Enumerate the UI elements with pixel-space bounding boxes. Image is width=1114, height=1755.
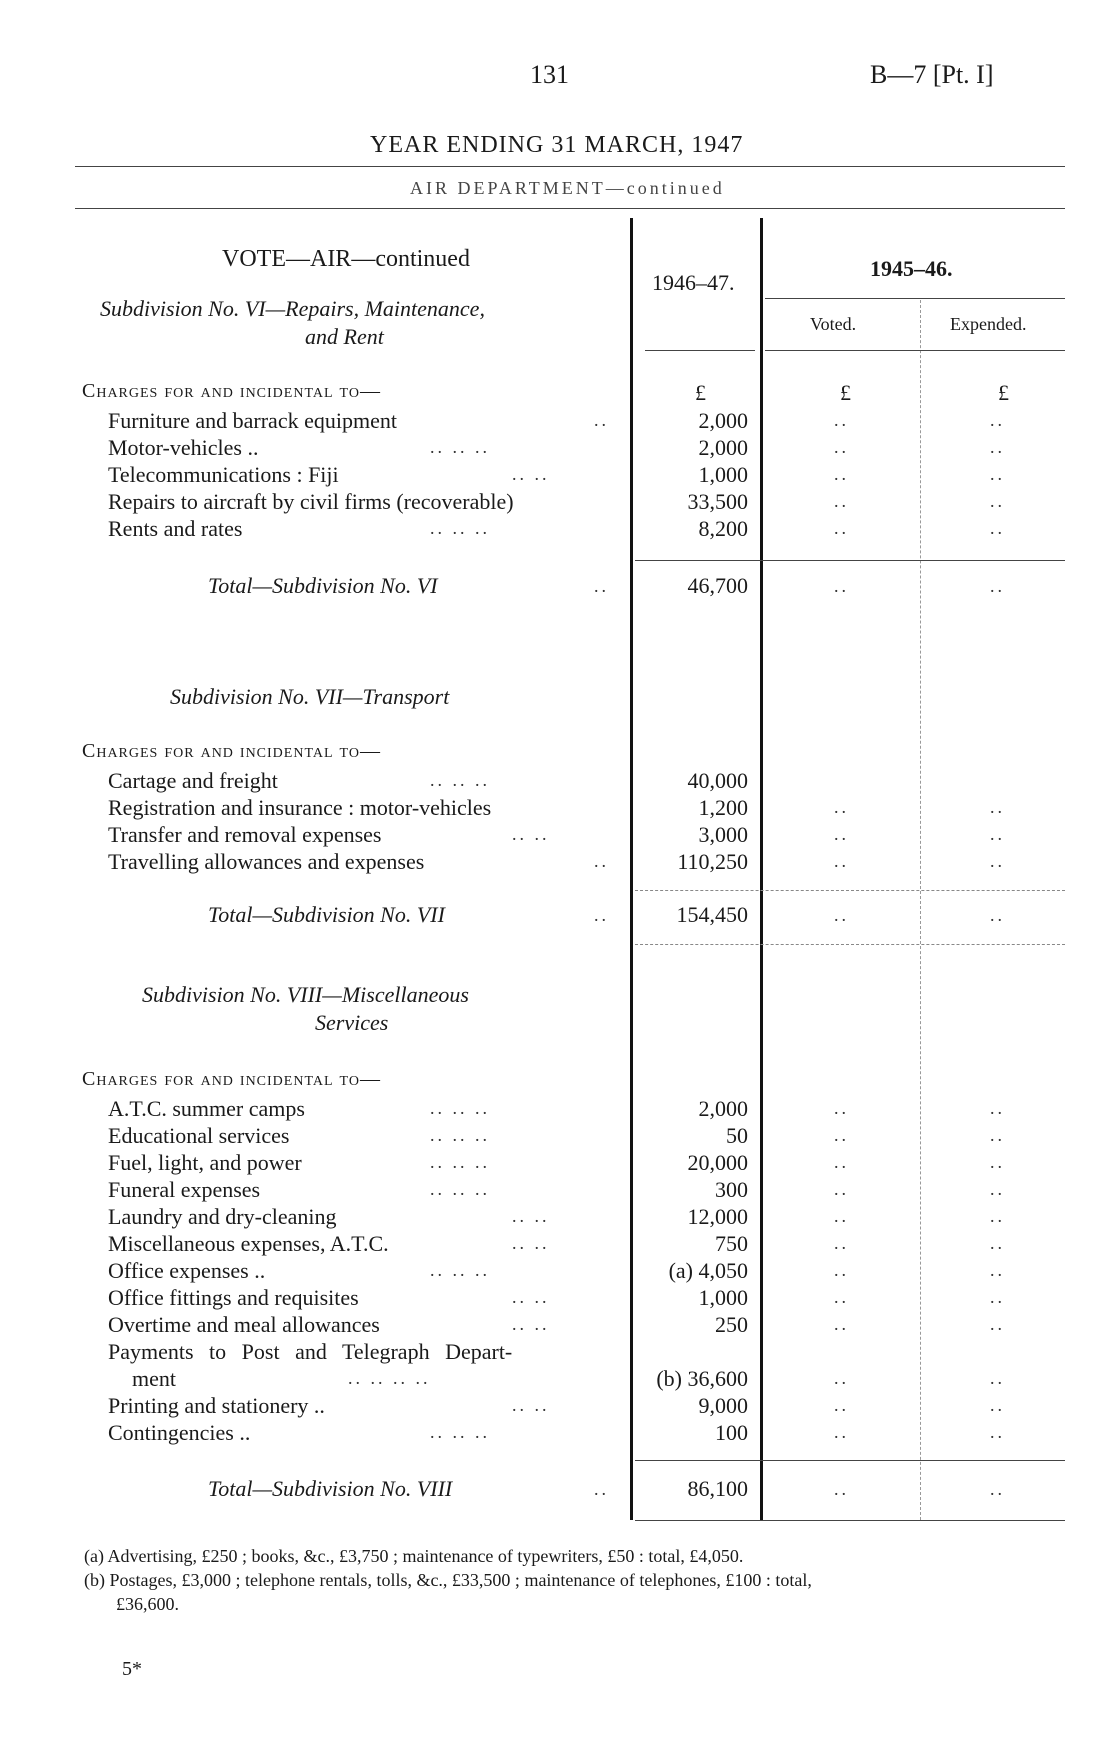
sub6-total-rule <box>635 560 1065 561</box>
col-header-voted: Voted. <box>810 314 857 334</box>
amount-1946-47: 40,000 <box>687 768 748 793</box>
leader-dots: .. .. <box>512 1233 550 1253</box>
blank-cell: .. <box>990 1368 1005 1388</box>
col-header-1945-46: 1945–46. <box>870 256 953 281</box>
blank-cell: .. <box>990 410 1005 430</box>
blank-cell: .. <box>834 1395 849 1415</box>
leader-dots: .. .. .. <box>430 1125 490 1145</box>
list-item-label: Registration and insurance : motor-vehicles <box>108 795 492 820</box>
sub6-charges-heading: Charges for and incidental to— <box>82 380 381 402</box>
amount-1946-47: 1,000 <box>698 1285 748 1310</box>
year-title: YEAR ENDING 31 MARCH, 1947 <box>370 132 744 158</box>
blank-cell: .. <box>990 437 1005 457</box>
sub7-bottom-rule <box>635 944 1065 945</box>
amount-1946-47: 300 <box>715 1177 748 1202</box>
blank-cell: .. <box>834 851 849 871</box>
list-item-label: Fuel, light, and power <box>108 1150 302 1175</box>
blank-cell: .. <box>834 437 849 457</box>
blank-cell: .. <box>990 1098 1005 1118</box>
blank-cell: .. <box>834 1233 849 1253</box>
blank-cell: .. <box>834 824 849 844</box>
blank-cell: .. <box>834 1479 849 1499</box>
leader-dots: .. .. <box>512 1206 550 1226</box>
sub7-total-label: Total—Subdivision No. VII <box>208 902 445 927</box>
column-divider-voted-expended <box>920 300 921 1520</box>
blank-cell: .. <box>990 464 1005 484</box>
pound-sign: £ <box>695 380 706 405</box>
amount-1946-47: 50 <box>726 1123 748 1148</box>
blank-cell: .. <box>990 576 1005 596</box>
blank-cell: .. <box>834 1179 849 1199</box>
sub8-title-line1: Subdivision No. VIII—Miscellaneous <box>142 982 469 1007</box>
blank-cell: .. <box>834 518 849 538</box>
list-item-label: Telecommunications : Fiji <box>108 462 339 487</box>
leader-dots: .. .. .. <box>430 1179 490 1199</box>
list-item-label: Printing and stationery .. <box>108 1393 325 1418</box>
blank-cell: .. <box>834 1260 849 1280</box>
amount-1946-47: 9,000 <box>698 1393 748 1418</box>
leader-dots: .. <box>594 576 609 596</box>
page-number: 131 <box>530 60 569 89</box>
blank-cell: .. <box>834 905 849 925</box>
sub6-title-line2: and Rent <box>305 324 384 349</box>
group-header-rule <box>765 298 1065 299</box>
list-item-label: Transfer and removal expenses <box>108 822 382 847</box>
blank-cell: .. <box>990 1233 1005 1253</box>
amount-1946-47: 1,000 <box>698 462 748 487</box>
blank-cell: .. <box>834 410 849 430</box>
list-item-label: Cartage and freight <box>108 768 278 793</box>
leader-dots: .. <box>594 905 609 925</box>
col-header-expended: Expended. <box>950 314 1027 334</box>
col2-header-rule <box>765 350 1065 351</box>
amount-1946-47: 2,000 <box>698 1096 748 1121</box>
blank-cell: .. <box>990 1287 1005 1307</box>
blank-cell: .. <box>834 464 849 484</box>
col-header-1946-47: 1946–47. <box>652 270 735 295</box>
sub6-total-label: Total—Subdivision No. VI <box>208 573 438 598</box>
blank-cell: .. <box>990 491 1005 511</box>
list-item-label: ment <box>132 1366 176 1391</box>
amount-1946-47: 750 <box>715 1231 748 1256</box>
list-item-label: Payments to Post and Telegraph Depart- <box>108 1339 513 1364</box>
amount-1946-47: 12,000 <box>687 1204 748 1229</box>
amount-1946-47: (b) 36,600 <box>656 1366 748 1391</box>
amount-1946-47: 33,500 <box>687 489 748 514</box>
leader-dots: .. .. .. <box>430 1152 490 1172</box>
sub8-total-label: Total—Subdivision No. VIII <box>208 1476 453 1501</box>
amount-1946-47: 20,000 <box>687 1150 748 1175</box>
amount-1946-47: 110,250 <box>677 849 748 874</box>
blank-cell: .. <box>990 518 1005 538</box>
vote-heading: VOTE—AIR—continued <box>222 246 470 272</box>
list-item-label: Furniture and barrack equipment <box>108 408 397 433</box>
blank-cell: .. <box>834 1287 849 1307</box>
blank-cell: .. <box>834 576 849 596</box>
sub7-charges-heading: Charges for and incidental to— <box>82 740 381 762</box>
leader-dots: .. .. <box>512 464 550 484</box>
blank-cell: .. <box>990 1125 1005 1145</box>
amount-1946-47: 2,000 <box>698 408 748 433</box>
header-rule-top <box>75 166 1065 167</box>
footnote-b-line2: £36,600. <box>116 1594 179 1614</box>
blank-cell: .. <box>834 491 849 511</box>
leader-dots: .. <box>594 851 609 871</box>
sub8-title-line2: Services <box>315 1010 389 1035</box>
list-item-label: Educational services <box>108 1123 290 1148</box>
blank-cell: .. <box>834 797 849 817</box>
blank-cell: .. <box>834 1314 849 1334</box>
leader-dots: .. .. .. <box>430 1422 490 1442</box>
sub8-bottom-rule <box>635 1520 1065 1521</box>
blank-cell: .. <box>990 1260 1005 1280</box>
header-rule-bottom <box>75 208 1065 209</box>
col1-header-rule <box>645 350 755 351</box>
blank-cell: .. <box>834 1206 849 1226</box>
list-item-label: Repairs to aircraft by civil firms (recoverable) <box>108 489 514 514</box>
list-item-label: Motor-vehicles .. <box>108 435 259 460</box>
list-item-label: Office fittings and requisites <box>108 1285 359 1310</box>
list-item-label: Funeral expenses <box>108 1177 261 1202</box>
amount-1946-47: 2,000 <box>698 435 748 460</box>
blank-cell: .. <box>990 851 1005 871</box>
list-item-label: Laundry and dry-cleaning <box>108 1204 337 1229</box>
blank-cell: .. <box>990 1206 1005 1226</box>
amount-1946-47: 250 <box>715 1312 748 1337</box>
blank-cell: .. <box>990 824 1005 844</box>
amount-1946-47: 1,200 <box>698 795 748 820</box>
amount-1946-47: (a) 4,050 <box>668 1258 748 1283</box>
signature-mark: 5* <box>122 1658 142 1680</box>
leader-dots: .. .. <box>512 1395 550 1415</box>
leader-dots: .. .. <box>512 824 550 844</box>
leader-dots: .. .. <box>512 1314 550 1334</box>
sub7-total-value: 154,450 <box>676 902 748 927</box>
leader-dots: .. .. .. <box>430 1260 490 1280</box>
blank-cell: .. <box>834 1368 849 1388</box>
department-heading: AIR DEPARTMENT—continued <box>410 178 725 198</box>
blank-cell: .. <box>990 797 1005 817</box>
leader-dots: .. .. .. <box>430 1098 490 1118</box>
sub8-charges-heading: Charges for and incidental to— <box>82 1068 381 1090</box>
leader-dots: .. <box>594 1479 609 1499</box>
list-item-label: Miscellaneous expenses, A.T.C. <box>108 1231 389 1256</box>
sub8-total-value: 86,100 <box>687 1476 748 1501</box>
blank-cell: .. <box>990 1179 1005 1199</box>
amount-1946-47: 3,000 <box>698 822 748 847</box>
pound-sign: £ <box>998 380 1009 405</box>
sub7-total-rule <box>635 890 1065 891</box>
list-item-label: Overtime and meal allowances <box>108 1312 380 1337</box>
pound-sign: £ <box>840 380 851 405</box>
blank-cell: .. <box>990 1152 1005 1172</box>
footnote-b-line1: (b) Postages, £3,000 ; telephone rentals, tolls, &c., £33,500 ; maintenance of telephones, £100 : total, <box>84 1570 812 1590</box>
sub7-title: Subdivision No. VII—Transport <box>170 684 450 709</box>
list-item-label: Contingencies .. <box>108 1420 251 1445</box>
leader-dots: .. .. .. <box>430 518 490 538</box>
document-reference: B—7 [Pt. I] <box>870 60 994 89</box>
blank-cell: .. <box>834 1422 849 1442</box>
blank-cell: .. <box>834 1125 849 1145</box>
blank-cell: .. <box>990 1422 1005 1442</box>
list-item-label: Office expenses .. <box>108 1258 266 1283</box>
blank-cell: .. <box>990 1395 1005 1415</box>
leader-dots: .. .. <box>512 1287 550 1307</box>
amount-1946-47: 8,200 <box>698 516 748 541</box>
list-item-label: A.T.C. summer camps <box>108 1096 305 1121</box>
list-item-label: Travelling allowances and expenses <box>108 849 425 874</box>
sub8-total-rule <box>635 1460 1065 1461</box>
blank-cell: .. <box>990 905 1005 925</box>
sub6-title-line1: Subdivision No. VI—Repairs, Maintenance, <box>100 296 485 321</box>
leader-dots: .. .. .. <box>430 770 490 790</box>
column-divider-right <box>760 218 763 1520</box>
footnote-a: (a) Advertising, £250 ; books, &c., £3,750 ; maintenance of typewriters, £50 : total, £4,050. <box>84 1546 744 1566</box>
list-item-label: Rents and rates <box>108 516 243 541</box>
blank-cell: .. <box>834 1152 849 1172</box>
blank-cell: .. <box>834 1098 849 1118</box>
leader-dots: .. .. .. <box>430 437 490 457</box>
leader-dots: .. <box>594 410 609 430</box>
leader-dots: .. .. .. .. <box>348 1368 431 1388</box>
sub6-total-value: 46,700 <box>687 573 748 598</box>
blank-cell: .. <box>990 1314 1005 1334</box>
blank-cell: .. <box>990 1479 1005 1499</box>
amount-1946-47: 100 <box>715 1420 748 1445</box>
column-divider-left <box>630 218 633 1520</box>
